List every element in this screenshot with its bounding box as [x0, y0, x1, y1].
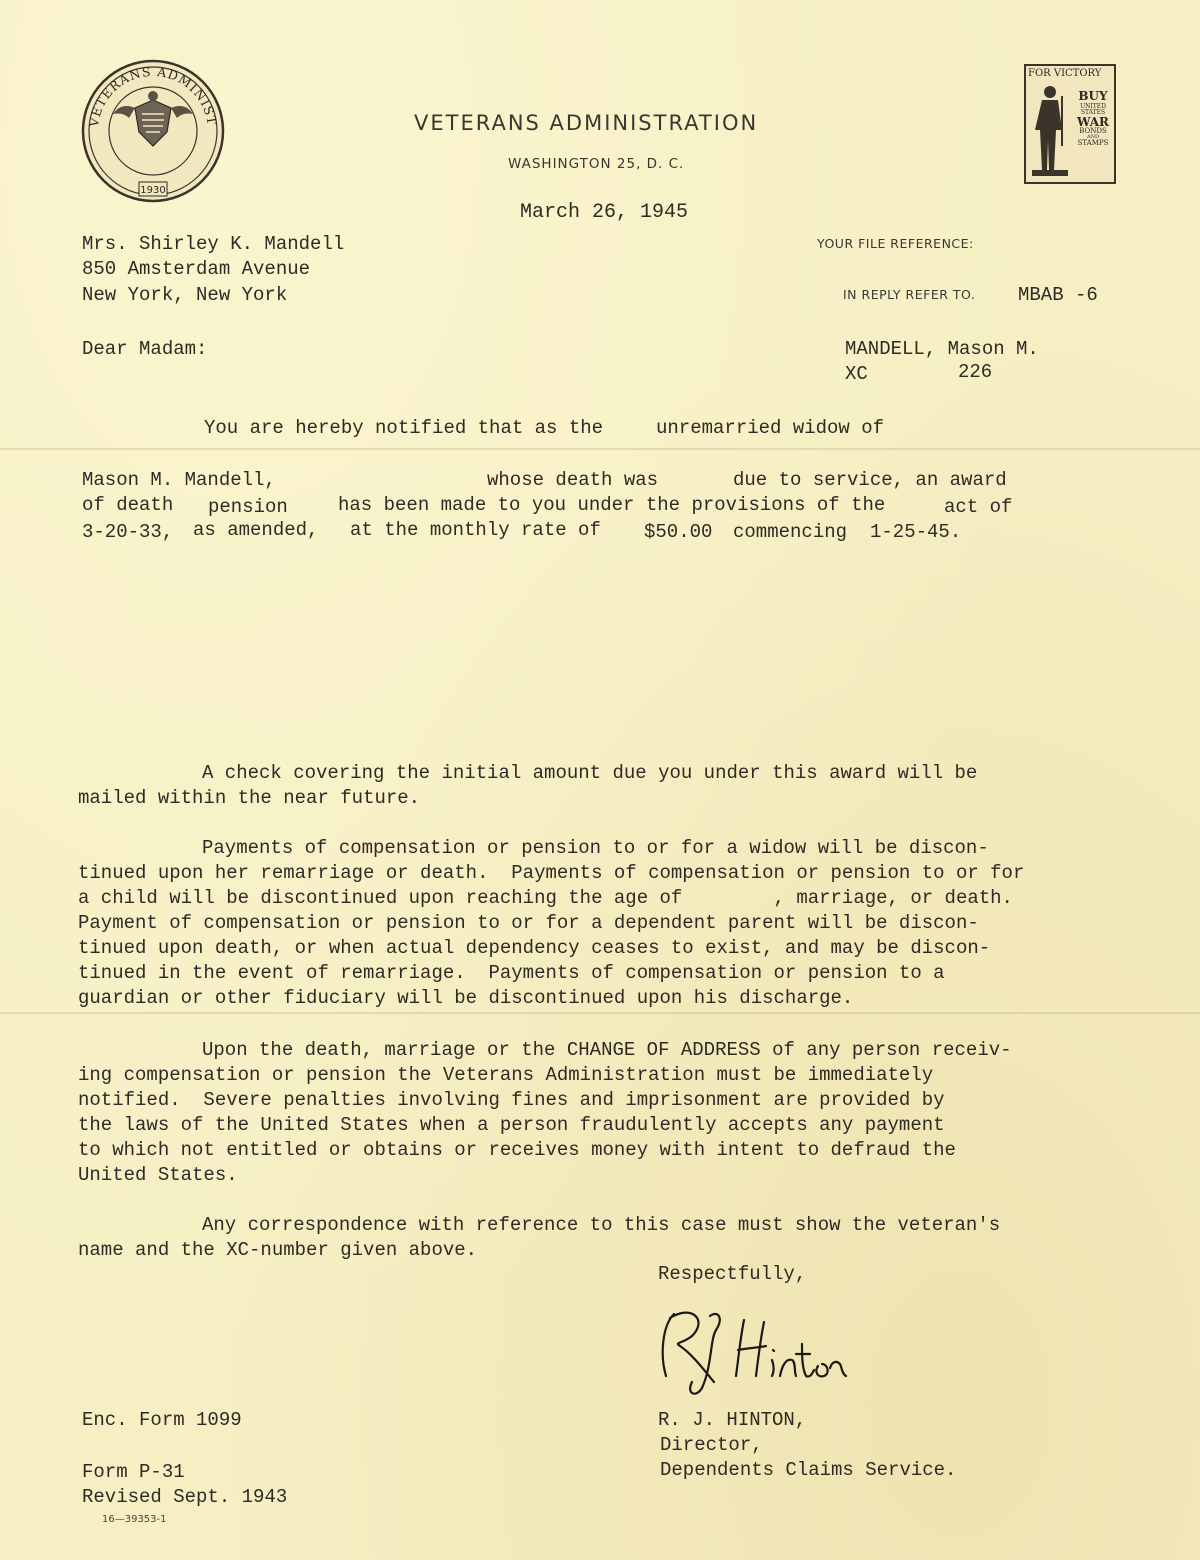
- award-benefit-type: pension: [208, 496, 288, 518]
- letterhead-title: VETERANS ADMINISTRATION: [414, 111, 759, 135]
- xc-number: 226: [958, 361, 993, 383]
- award-act-date: 3-20-33,: [82, 521, 174, 543]
- award-death-cause: due to service, an award: [733, 469, 1007, 491]
- stamp-united: UNITED: [1080, 103, 1106, 110]
- letter-date: March 26, 1945: [520, 201, 689, 224]
- signer-name: R. J. HINTON,: [658, 1409, 807, 1431]
- signer-title: Director,: [660, 1434, 763, 1456]
- handwritten-signature: [652, 1296, 852, 1406]
- valediction: Respectfully,: [658, 1263, 807, 1285]
- award-commencing-label: commencing: [733, 521, 848, 543]
- salutation: Dear Madam:: [82, 338, 208, 360]
- award-provisions: has been made to you under the provisions of the: [338, 494, 886, 516]
- award-start-date: 1-25-45.: [870, 521, 962, 543]
- xc-prefix: XC: [845, 363, 868, 385]
- reply-refer-value: MBAB -6: [1018, 284, 1098, 306]
- recipient-street: 850 Amsterdam Avenue: [82, 258, 311, 280]
- award-status: unremarried widow of: [656, 417, 885, 439]
- award-death-label: whose death was: [487, 469, 659, 491]
- minuteman-icon: [1030, 82, 1070, 178]
- enclosure-note: Enc. Form 1099: [82, 1409, 242, 1431]
- veterans-administration-seal: [80, 58, 226, 204]
- reply-refer-label: IN REPLY REFER TO.: [843, 287, 976, 302]
- award-monthly-rate-label: at the monthly rate of: [350, 519, 601, 541]
- stamp-stamps: STAMPS: [1077, 139, 1109, 147]
- stamp-top-text: FOR VICTORY: [1028, 68, 1102, 79]
- stamp-war: WAR: [1077, 115, 1109, 129]
- seal-ring-text: VETERANS ADMINIST: [86, 63, 220, 129]
- file-reference-label: YOUR FILE REFERENCE:: [817, 236, 974, 251]
- stamp-bonds: BONDS: [1079, 127, 1107, 135]
- recipient-name: Mrs. Shirley K. Mandell: [82, 233, 345, 255]
- award-veteran-name: Mason M. Mandell,: [82, 469, 276, 491]
- award-intro: You are hereby notified that as the: [204, 417, 604, 439]
- stamp-buy: BUY: [1078, 89, 1108, 103]
- form-number: Form P-31: [82, 1461, 185, 1483]
- form-revision: Revised Sept. 1943: [82, 1486, 288, 1508]
- war-bonds-stamp: [1024, 64, 1116, 184]
- letterhead-location: WASHINGTON 25, D. C.: [508, 156, 685, 172]
- stamp-and: AND: [1087, 134, 1099, 140]
- award-monthly-rate: $50.00: [644, 521, 713, 543]
- paragraph-check-notice: A check covering the initial amount due you under this award will be mailed within the near future.: [78, 762, 978, 809]
- seal-year: 1930: [140, 185, 166, 196]
- print-code: 16—39353-1: [102, 1514, 167, 1525]
- award-of-death: of death: [82, 494, 174, 516]
- paragraph-discontinuance: Payments of compensation or pension to or for a widow will be discon- tinued upon her remarriage or death. Payments of compensation or pension to or for a child will be discontinued upon reaching the age of , marriage, or death. Payment of compensation or pension to or for a dependent parent will be discon- tinued upon death, or when actual dependency ceases to exist, and may be discon- tinued in the event of remarriage. Payments of compensation or pension to a guardian or other fiduciary will be discontinued upon his discharge.: [78, 837, 1025, 1009]
- veteran-name-reference: MANDELL, Mason M.: [845, 338, 1039, 360]
- stamp-states: STATES: [1080, 109, 1106, 116]
- award-as-amended: as amended,: [193, 519, 319, 541]
- recipient-city: New York, New York: [82, 284, 288, 306]
- paragraph-correspondence: Any correspondence with reference to this case must show the veteran's name and the XC-number given above.: [78, 1214, 1001, 1261]
- signer-department: Dependents Claims Service.: [660, 1459, 957, 1481]
- paragraph-change-of-address: Upon the death, marriage or the CHANGE OF ADDRESS of any person receiv- ing compensation or pension the Veterans Administration must be immediately notified. Severe penalties involving fines and imprisonment are provided by the laws of the United States when a person fraudulently accepts any payment to which not entitled or obtains or receives money with intent to defraud the United States.: [78, 1039, 1012, 1186]
- award-act-label: act of: [944, 496, 1013, 518]
